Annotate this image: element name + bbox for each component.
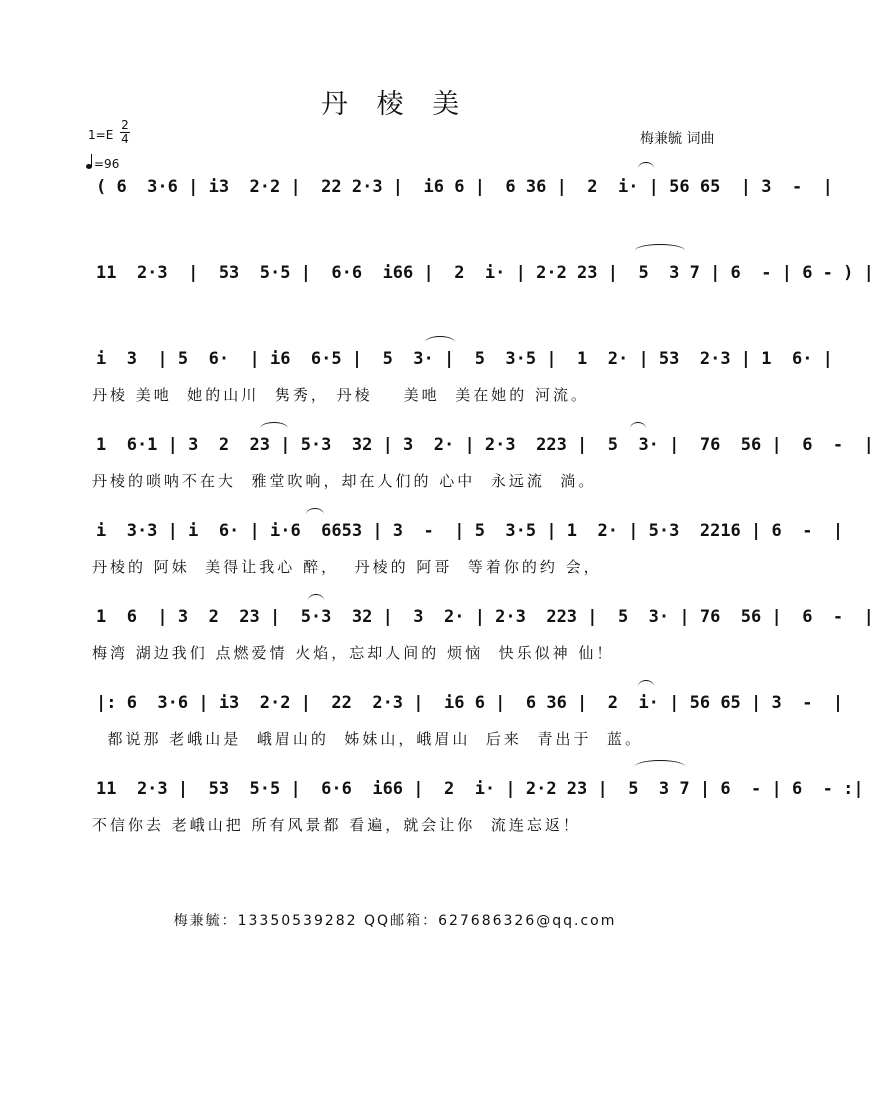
slur-mark	[260, 422, 288, 435]
jianpu-notes: |: 6 3·6 | i3 2·2 | 22 2·3 | i6 6 | 6 36 | 2 i· | 56 65 | 3 - |	[96, 693, 844, 713]
slur-mark	[638, 680, 654, 693]
time-signature-top: 2	[121, 118, 129, 132]
tempo-value: =96	[94, 157, 120, 171]
notation-row	[90, 514, 844, 548]
jianpu-notes: 1 6·1 | 3 2 23 | 5·3 32 | 3 2· | 2·3 223 | 5 3· | 76 56 | 6 - |	[96, 435, 874, 455]
lyrics-row: 丹棱 美吔 她的山川 隽秀， 丹棱 美吔 美在她的 河流。	[92, 386, 589, 404]
slur-mark	[425, 336, 455, 349]
time-signature-bottom: 4	[121, 132, 129, 146]
page-title: 丹 棱 美	[320, 89, 470, 120]
composer-credit: 梅兼毓 词曲	[640, 131, 715, 147]
jianpu-notes: 11 2·3 | 53 5·5 | 6·6 i66 | 2 i· | 2·2 23 | 5 3 7 | 6 - | 6 - ) |	[96, 263, 874, 283]
jianpu-notes: ( 6 3·6 | i3 2·2 | 22 2·3 | i6 6 | 6 36 | 2 i· | 56 65 | 3 - |	[96, 177, 833, 197]
contact-footer: 梅兼毓：13350539282 QQ邮箱：627686326@qq.com	[173, 913, 617, 929]
time-signature	[120, 120, 130, 145]
notation-row	[90, 170, 833, 204]
jianpu-notes: i 3·3 | i 6· | i·6 6653 | 3 - | 5 3·5 | 1 2· | 5·3 2216 | 6 - |	[96, 521, 844, 541]
notation-row	[90, 772, 864, 806]
lyrics-row: 都说那 老峨山是 峨眉山的 姊妹山，峨眉山 后来 青出于 蓝。	[92, 730, 643, 748]
jianpu-notes: i 3 | 5 6· | i6 6·5 | 5 3· | 5 3·5 | 1 2· | 53 2·3 | 1 6· |	[96, 349, 833, 369]
lyrics-row: 丹棱的 阿妹 美得让我心 醉， 丹棱的 阿哥 等着你的约 会，	[92, 558, 602, 576]
slur-mark	[308, 594, 324, 607]
tie-mark	[635, 244, 685, 257]
lyrics-row: 梅湾 湖边我们 点燃爱情 火焰，忘却人间的 烦恼 快乐似神 仙！	[92, 644, 615, 662]
lyrics-row: 不信你去 老峨山把 所有风景都 看遍，就会让你 流连忘返！	[92, 816, 581, 834]
notation-row	[90, 256, 874, 290]
slur-mark	[630, 422, 646, 435]
key-signature: 1=E	[88, 128, 114, 142]
tempo-marking	[86, 156, 119, 171]
jianpu-notes: 11 2·3 | 53 5·5 | 6·6 i66 | 2 i· | 2·2 23 | 5 3 7 | 6 - | 6 - :|	[96, 779, 864, 799]
tie-mark	[635, 760, 685, 773]
lyrics-row: 丹棱的唢呐不在大 雅堂吹响，却在人们的 心中 永远流 淌。	[92, 472, 597, 490]
slur-mark	[638, 162, 654, 175]
slur-mark	[306, 508, 324, 521]
notation-row	[90, 600, 874, 634]
note-stem-icon	[91, 154, 92, 166]
notation-row	[90, 342, 833, 376]
jianpu-notes: 1 6 | 3 2 23 | 5·3 32 | 3 2· | 2·3 223 | 5 3· | 76 56 | 6 - |	[96, 607, 874, 627]
